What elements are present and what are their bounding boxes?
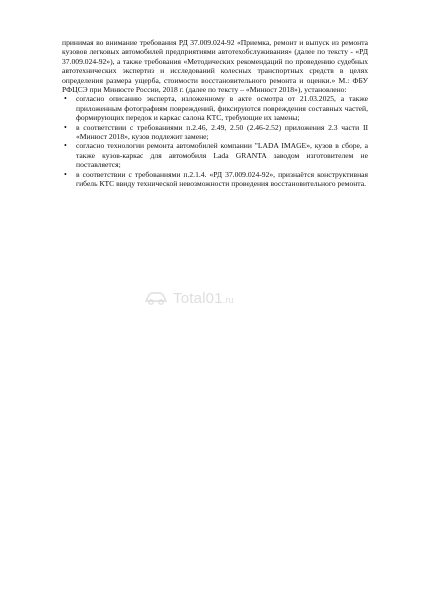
list-item [62,123,368,142]
bullet-icon: • [64,122,67,132]
watermark-text: Total01.ru [173,289,234,307]
bullet-icon: • [64,141,67,151]
list-item [62,94,368,122]
list-item [62,141,368,169]
bullet-icon: • [64,94,67,104]
list-item-text: согласно технологии ремонта автомобилей компании "LADA IMAGE», кузов в сборе, а также кузов-каркас для автомобиля Lada GRANTA заводом изготовителем не поставляется; [76,141,368,170]
list-item-text: в соответствии с требованиями п.2.1.4. «РД 37.009.024-92», признаётся конструктивная гибель КТС ввиду технической невозможности проведения восстановительного ремонта. [76,169,368,189]
intro-paragraph: принимая во внимание требования РД 37.009.024-92 «Приемка, ремонт и выпуск из ремонта кузовов легковых автомобилей предприятиями автотехобслуживания» (далее по тексту - «РД 37.009.024-92»), а также требования «Методических рекомендаций по проведению судебных автотехнических экспертиз и исследований колесных транспортных средств в целях определения размера ущерба, стоимости восстановительного ремонта и оценки.» М.: ФБУ РФЦСЭ при Минюсте России, 2018 г. (далее по тексту – «Минюст 2018»), установлено: [62,38,368,95]
list-item-text: в соответствии с требованиями п.2.46, 2.49, 2.50 (2.46-2.52) приложения 2.3 части II «Минюст 2018», кузов подлежит замене; [76,122,368,142]
car-logo-icon [144,289,168,307]
findings-list [62,94,368,188]
document-body [62,38,368,189]
watermark [144,286,294,310]
list-item [62,170,368,189]
bullet-icon: • [64,169,67,179]
list-item-text: согласно описанию эксперта, изложенному в акте осмотра от 21.03.2025, а также приложенным фотографиям повреждений, фиксируются повреждения составных частей, формирующих передок и каркас салона КТС, требующие их замены; [76,94,368,123]
